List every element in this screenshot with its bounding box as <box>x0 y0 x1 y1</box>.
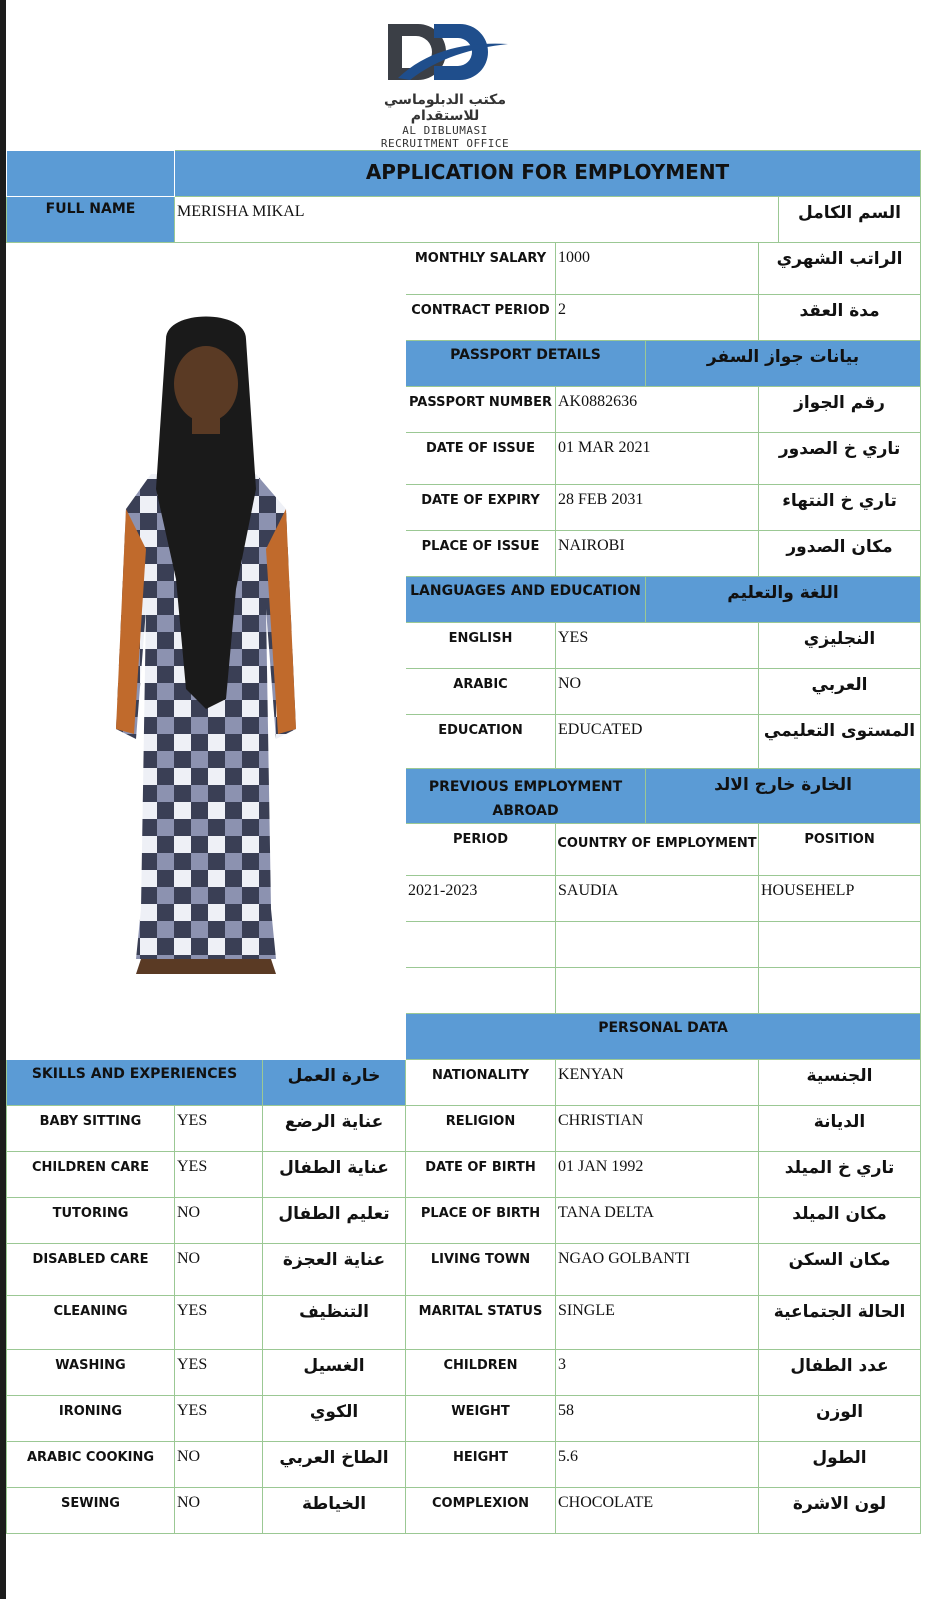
skill-value: YES <box>175 1350 263 1396</box>
personal-value: KENYAN <box>556 1060 759 1106</box>
passport-value: 01 MAR 2021 <box>556 433 759 485</box>
skill-value: NO <box>175 1198 263 1244</box>
language-label: ENGLISH <box>406 623 556 669</box>
passport-section-title: PASSPORT DETAILS <box>406 341 646 387</box>
country-column-header: COUNTRY OF EMPLOYMENT <box>556 824 759 876</box>
passport-label-ar: تاري خ النتهاء <box>759 485 921 531</box>
application-form <box>6 150 921 1534</box>
personal-value: SINGLE <box>556 1296 759 1350</box>
empty-cell <box>759 968 921 1014</box>
personal-data-title: PERSONAL DATA <box>406 1014 921 1060</box>
languages-section-title: LANGUAGES AND EDUCATION <box>406 577 646 623</box>
language-label: ARABIC <box>406 669 556 715</box>
passport-value: NAIROBI <box>556 531 759 577</box>
contract-value: 1000 <box>556 243 759 295</box>
skill-label-ar: الكوي <box>263 1396 406 1442</box>
passport-label: DATE OF ISSUE <box>406 433 556 485</box>
employment-country: SAUDIA <box>556 876 759 922</box>
skill-label: BABY SITTING <box>7 1106 175 1152</box>
education-value: EDUCATED <box>556 715 759 769</box>
skill-label-ar: عناية الرضع <box>263 1106 406 1152</box>
contract-value: 2 <box>556 295 759 341</box>
language-label-ar: العربي <box>759 669 921 715</box>
full-name-label-ar: السم الكامل <box>779 197 921 243</box>
passport-label-ar: رقم الجواز <box>759 387 921 433</box>
language-value: YES <box>556 623 759 669</box>
personal-value: NGAO GOLBANTI <box>556 1244 759 1296</box>
personal-label-ar: الطول <box>759 1442 921 1488</box>
full-name-label: FULL NAME <box>7 197 175 243</box>
personal-label: HEIGHT <box>406 1442 556 1488</box>
personal-value: 01 JAN 1992 <box>556 1152 759 1198</box>
language-value: NO <box>556 669 759 715</box>
personal-label-ar: تاري خ الميلد <box>759 1152 921 1198</box>
period-column-header: PERIOD <box>406 824 556 876</box>
empty-cell <box>406 922 556 968</box>
applicant-photo <box>106 309 306 989</box>
skill-value: YES <box>175 1296 263 1350</box>
contract-label-ar: مدة العقد <box>759 295 921 341</box>
skill-value: NO <box>175 1488 263 1534</box>
applicant-photo-cell <box>7 243 406 1060</box>
passport-value: AK0882636 <box>556 387 759 433</box>
education-label: EDUCATION <box>406 715 556 769</box>
personal-value: 3 <box>556 1350 759 1396</box>
form-title: APPLICATION FOR EMPLOYMENT <box>175 151 921 197</box>
skill-label-ar: الطاخ العربي <box>263 1442 406 1488</box>
contract-label: CONTRACT PERIOD <box>406 295 556 341</box>
empty-cell <box>556 922 759 968</box>
skill-value: NO <box>175 1442 263 1488</box>
skill-value: YES <box>175 1396 263 1442</box>
employment-position: HOUSEHELP <box>759 876 921 922</box>
company-logo <box>360 18 530 150</box>
skill-label-ar: الغسيل <box>263 1350 406 1396</box>
personal-label: PLACE OF BIRTH <box>406 1198 556 1244</box>
personal-label-ar: الوزن <box>759 1396 921 1442</box>
skill-label-ar: عناية الطفال <box>263 1152 406 1198</box>
personal-label: CHILDREN <box>406 1350 556 1396</box>
personal-label: RELIGION <box>406 1106 556 1152</box>
skill-value: YES <box>175 1106 263 1152</box>
personal-value: CHOCOLATE <box>556 1488 759 1534</box>
skill-label: CLEANING <box>7 1296 175 1350</box>
skill-label: DISABLED CARE <box>7 1244 175 1296</box>
skill-label: CHILDREN CARE <box>7 1152 175 1198</box>
skill-label: TUTORING <box>7 1198 175 1244</box>
previous-employment-title: PREVIOUS EMPLOYMENT ABROAD <box>406 769 646 824</box>
personal-label: MARITAL STATUS <box>406 1296 556 1350</box>
logo-arabic-name: مكتب الدبلوماسي للاستقدام <box>384 92 506 124</box>
personal-value: 5.6 <box>556 1442 759 1488</box>
skill-label-ar: التنظيف <box>263 1296 406 1350</box>
empty-cell <box>759 922 921 968</box>
languages-section-title-ar: اللغة والتعليم <box>646 577 921 623</box>
education-label-ar: المستوى التعليمي <box>759 715 921 769</box>
personal-label-ar: عدد الطفال <box>759 1350 921 1396</box>
personal-value: 58 <box>556 1396 759 1442</box>
skill-label: SEWING <box>7 1488 175 1534</box>
passport-label: PLACE OF ISSUE <box>406 531 556 577</box>
skill-label-ar: تعليم الطفال <box>263 1198 406 1244</box>
personal-label: COMPLEXION <box>406 1488 556 1534</box>
skill-value: NO <box>175 1244 263 1296</box>
skill-label-ar: الخياطة <box>263 1488 406 1534</box>
personal-label: WEIGHT <box>406 1396 556 1442</box>
logo-mark-icon <box>380 18 510 84</box>
personal-value: CHRISTIAN <box>556 1106 759 1152</box>
passport-label: PASSPORT NUMBER <box>406 387 556 433</box>
passport-label: DATE OF EXPIRY <box>406 485 556 531</box>
passport-label-ar: مكان الصدور <box>759 531 921 577</box>
passport-value: 28 FEB 2031 <box>556 485 759 531</box>
skill-label: WASHING <box>7 1350 175 1396</box>
position-column-header: POSITION <box>759 824 921 876</box>
personal-label-ar: الجنسية <box>759 1060 921 1106</box>
personal-label-ar: مكان السكن <box>759 1244 921 1296</box>
skill-label: ARABIC COOKING <box>7 1442 175 1488</box>
skill-label-ar: عناية العجزة <box>263 1244 406 1296</box>
skills-section-title: SKILLS AND EXPERIENCES <box>7 1060 263 1106</box>
skill-label: IRONING <box>7 1396 175 1442</box>
contract-label: MONTHLY SALARY <box>406 243 556 295</box>
personal-label: NATIONALITY <box>406 1060 556 1106</box>
personal-value: TANA DELTA <box>556 1198 759 1244</box>
previous-employment-title-ar: الخارة خارج الالد <box>646 769 921 824</box>
personal-label-ar: الديانة <box>759 1106 921 1152</box>
skill-value: YES <box>175 1152 263 1198</box>
personal-label-ar: الحالة الجتماعية <box>759 1296 921 1350</box>
personal-label: LIVING TOWN <box>406 1244 556 1296</box>
personal-label-ar: لون الاشرة <box>759 1488 921 1534</box>
passport-section-title-ar: بيانات جواز السفر <box>646 341 921 387</box>
personal-label-ar: مكان الميلد <box>759 1198 921 1244</box>
language-label-ar: النجليزي <box>759 623 921 669</box>
skills-section-title-ar: خارة العمل <box>263 1060 406 1106</box>
contract-label-ar: الراتب الشهري <box>759 243 921 295</box>
full-name-value: MERISHA MIKAL <box>175 197 779 243</box>
passport-label-ar: تاري خ الصدور <box>759 433 921 485</box>
employment-period: 2021-2023 <box>406 876 556 922</box>
personal-label: DATE OF BIRTH <box>406 1152 556 1198</box>
empty-cell <box>556 968 759 1014</box>
logo-english-name: AL DIBLUMASI RECRUITMENT OFFICE <box>380 124 510 150</box>
empty-cell <box>406 968 556 1014</box>
